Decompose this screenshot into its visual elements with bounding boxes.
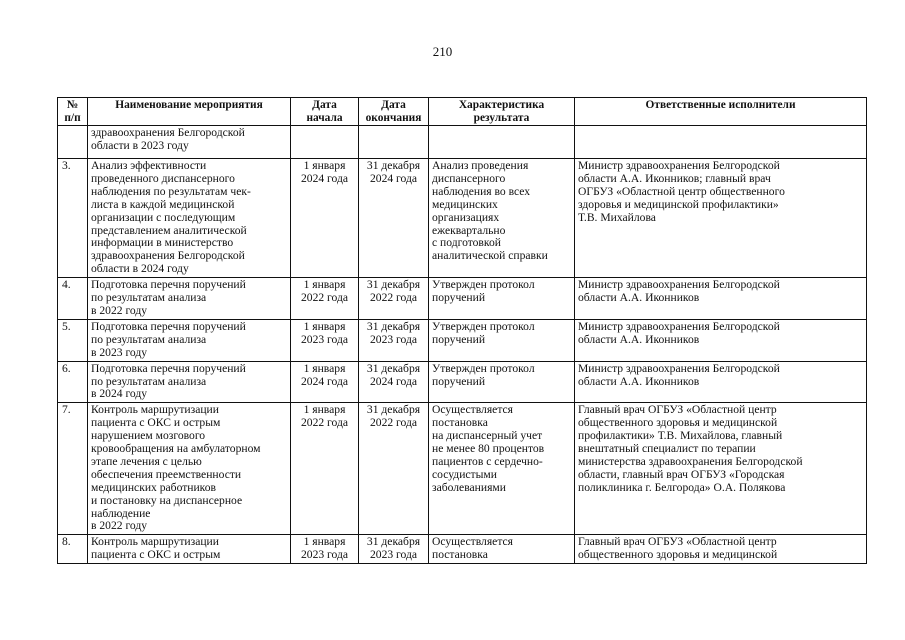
header-name: Наименование мероприятия — [88, 98, 291, 126]
table-row — [58, 319, 867, 361]
cell-end: 31 декабря 2022 года — [359, 403, 429, 535]
cell-start — [291, 126, 359, 159]
cell-num — [58, 126, 88, 159]
cell-num: 5. — [58, 319, 88, 361]
cell-responsible — [575, 126, 867, 159]
cell-result: Анализ проведения диспансерного наблюдения во всех медицинских организациях ежеквартально с подготовкой аналитической справки — [429, 159, 575, 278]
table-row — [58, 403, 867, 535]
cell-num: 7. — [58, 403, 88, 535]
header-end: Дата окончания — [359, 98, 429, 126]
cell-end: 31 декабря 2023 года — [359, 319, 429, 361]
cell-start: 1 января 2023 года — [291, 319, 359, 361]
cell-name: Контроль маршрутизации пациента с ОКС и острым — [88, 535, 291, 564]
cell-name: здравоохранения Белгородской области в 2023 году — [88, 126, 291, 159]
cell-end: 31 декабря 2022 года — [359, 278, 429, 320]
cell-name: Подготовка перечня поручений по результатам анализа в 2024 году — [88, 361, 291, 403]
table-row-continuation — [58, 126, 867, 159]
table-row — [58, 535, 867, 564]
cell-responsible: Министр здравоохранения Белгородской области А.А. Иконников — [575, 319, 867, 361]
table-header-row — [58, 98, 867, 126]
header-result: Характеристика результата — [429, 98, 575, 126]
cell-responsible: Главный врач ОГБУЗ «Областной центр общественного здоровья и медицинской — [575, 535, 867, 564]
cell-start: 1 января 2024 года — [291, 159, 359, 278]
cell-num: 3. — [58, 159, 88, 278]
cell-name: Подготовка перечня поручений по результатам анализа в 2022 году — [88, 278, 291, 320]
cell-end — [359, 126, 429, 159]
cell-name: Анализ эффективности проведенного диспансерного наблюдения по результатам чек- листа в каждой медицинской организации с последующим представлением аналитической информации в министерство здравоохранения Белгородской области в 2024 году — [88, 159, 291, 278]
cell-num: 4. — [58, 278, 88, 320]
cell-end: 31 декабря 2024 года — [359, 159, 429, 278]
table-row — [58, 159, 867, 278]
table-row — [58, 361, 867, 403]
cell-result: Осуществляется постановка на диспансерный учет не менее 80 процентов пациентов с сердечно- сосудистыми заболеваниями — [429, 403, 575, 535]
cell-result — [429, 126, 575, 159]
cell-responsible: Министр здравоохранения Белгородской области А.А. Иконников; главный врач ОГБУЗ «Областной центр общественного здоровья и медицинской профилактики» Т.В. Михайлова — [575, 159, 867, 278]
cell-num: 8. — [58, 535, 88, 564]
header-responsible: Ответственные исполнители — [575, 98, 867, 126]
table-row — [58, 278, 867, 320]
cell-name: Подготовка перечня поручений по результатам анализа в 2023 году — [88, 319, 291, 361]
cell-result: Утвержден протокол поручений — [429, 278, 575, 320]
events-table — [57, 97, 867, 564]
cell-result: Утвержден протокол поручений — [429, 361, 575, 403]
header-start: Дата начала — [291, 98, 359, 126]
cell-start: 1 января 2024 года — [291, 361, 359, 403]
cell-result: Утвержден протокол поручений — [429, 319, 575, 361]
cell-name: Контроль маршрутизации пациента с ОКС и острым нарушением мозгового кровообращения на амбулаторном этапе лечения с целью обеспечения преемственности медицинских работников и постановку на диспансерное наблюдение в 2022 году — [88, 403, 291, 535]
cell-num: 6. — [58, 361, 88, 403]
page-number: 210 — [432, 44, 453, 59]
header-num: № п/п — [58, 98, 88, 126]
cell-start: 1 января 2022 года — [291, 278, 359, 320]
cell-result: Осуществляется постановка — [429, 535, 575, 564]
cell-start: 1 января 2022 года — [291, 403, 359, 535]
cell-end: 31 декабря 2024 года — [359, 361, 429, 403]
cell-start: 1 января 2023 года — [291, 535, 359, 564]
cell-responsible: Министр здравоохранения Белгородской области А.А. Иконников — [575, 278, 867, 320]
cell-responsible: Главный врач ОГБУЗ «Областной центр общественного здоровья и медицинской профилактики» Т.В. Михайлова, главный внештатный специалист по терапии министерства здравоохранения Белгородской области, главный врач ОГБУЗ «Городская поликлиника г. Белгорода» О.А. Полякова — [575, 403, 867, 535]
cell-end: 31 декабря 2023 года — [359, 535, 429, 564]
cell-responsible: Министр здравоохранения Белгородской области А.А. Иконников — [575, 361, 867, 403]
